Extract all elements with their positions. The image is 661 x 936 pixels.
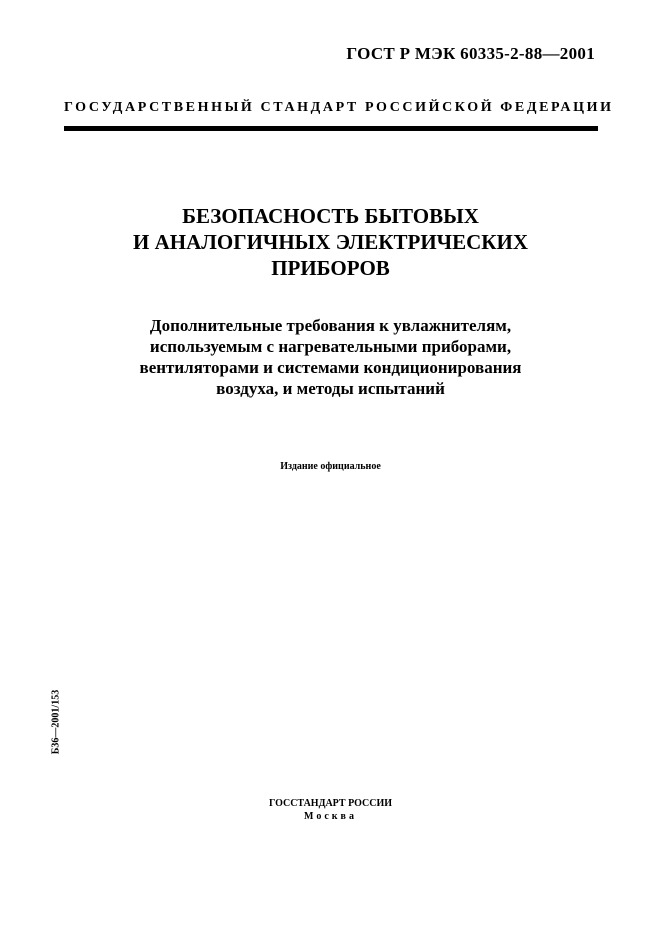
org-heading: ГОСУДАРСТВЕННЫЙ СТАНДАРТ РОССИЙСКОЙ ФЕДЕРАЦИИ — [64, 100, 614, 115]
heading-rule — [64, 126, 598, 131]
main-title — [60, 203, 601, 281]
main-title-line: БЕЗОПАСНОСТЬ БЫТОВЫХ — [182, 204, 479, 228]
publisher-city: Москва — [304, 811, 357, 822]
subtitle — [60, 315, 601, 399]
main-title-line: ПРИБОРОВ — [271, 256, 390, 280]
edition-label: Издание официальное — [280, 461, 381, 472]
publisher-name: ГОССТАНДАРТ РОССИИ — [268, 798, 393, 809]
subtitle-line: воздуха, и методы испытаний — [216, 379, 445, 398]
side-code: Б36—2001/153 — [50, 689, 62, 755]
subtitle-line: Дополнительные требования к увлажнителям, — [149, 316, 512, 335]
main-title-line: И АНАЛОГИЧНЫХ ЭЛЕКТРИЧЕСКИХ — [133, 230, 528, 254]
subtitle-line: используемым с нагревательными приборами, — [149, 337, 512, 356]
publisher — [60, 797, 601, 823]
standard-code: ГОСТ Р МЭК 60335-2-88—2001 — [346, 44, 595, 63]
subtitle-line: вентиляторами и системами кондиционирования — [139, 358, 522, 377]
